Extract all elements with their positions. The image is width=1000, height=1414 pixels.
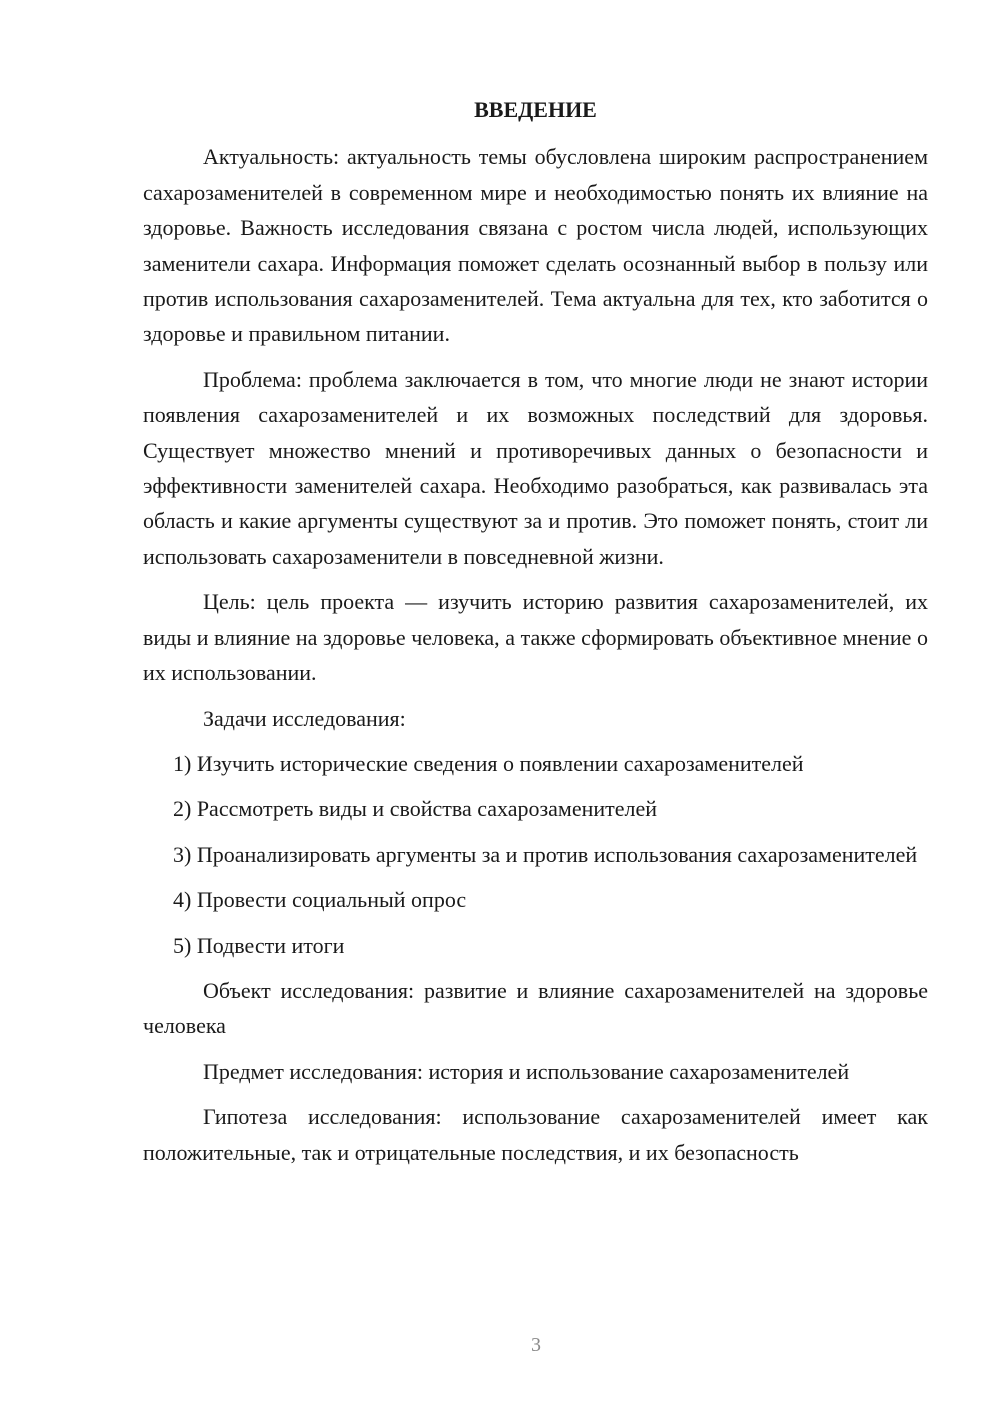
document-body (143, 92, 928, 1180)
paragraph-subject: Предмет исследования: история и использование сахарозаменителей (203, 1058, 850, 1084)
task-item-1: 1) Изучить исторические сведения о появлении сахарозаменителей (173, 750, 804, 776)
paragraph-hypothesis: Гипотеза исследования: использование сахарозаменителей имеет как положительные, так и отрицательные последствия, и их безопасность (143, 1104, 928, 1165)
paragraph-goal: Цель: цель проекта — изучить историю развития сахарозаменителей, их виды и влияние на здоровье человека, а также сформировать объективное мнение о их использовании. (143, 589, 928, 686)
paragraph-tasks-heading: Задачи исследования: (203, 705, 406, 731)
task-item-4: 4) Провести социальный опрос (173, 887, 467, 913)
paragraph-relevance: Актуальность: актуальность темы обусловлена широким распространением сахарозаменителей в современном мире и необходимостью понять их влияние на здоровье. Важность исследования связана с ростом числа людей, использующих заменители сахара. Информация поможет сделать осознанный выбор в пользу или против использования сахарозаменителей. Тема актуальна для тех, кто заботится о здоровье и правильном питании. (143, 144, 928, 347)
task-item-5: 5) Подвести итоги (173, 932, 345, 958)
page-number: 3 (531, 1334, 541, 1356)
paragraph-object: Объект исследования: развитие и влияние сахарозаменителей на здоровье человека (143, 977, 928, 1039)
task-item-3: 3) Проанализировать аргументы за и против использования сахарозаменителей (173, 841, 918, 867)
section-title: ВВЕДЕНИЕ (474, 97, 597, 122)
task-item-2: 2) Рассмотреть виды и свойства сахарозаменителей (173, 796, 658, 822)
paragraph-problem: Проблема: проблема заключается в том, что многие люди не знают истории появления сахарозаменителей и их возможных последствий для здоровья. Существует множество мнений и противоречивых данных о безопасности и эффективности заменителей сахара. Необходимо разобраться, как развивалась эта область и какие аргументы существуют за и против. Это поможет понять, стоит ли использовать сахарозаменители в повседневной жизни. (143, 366, 928, 569)
